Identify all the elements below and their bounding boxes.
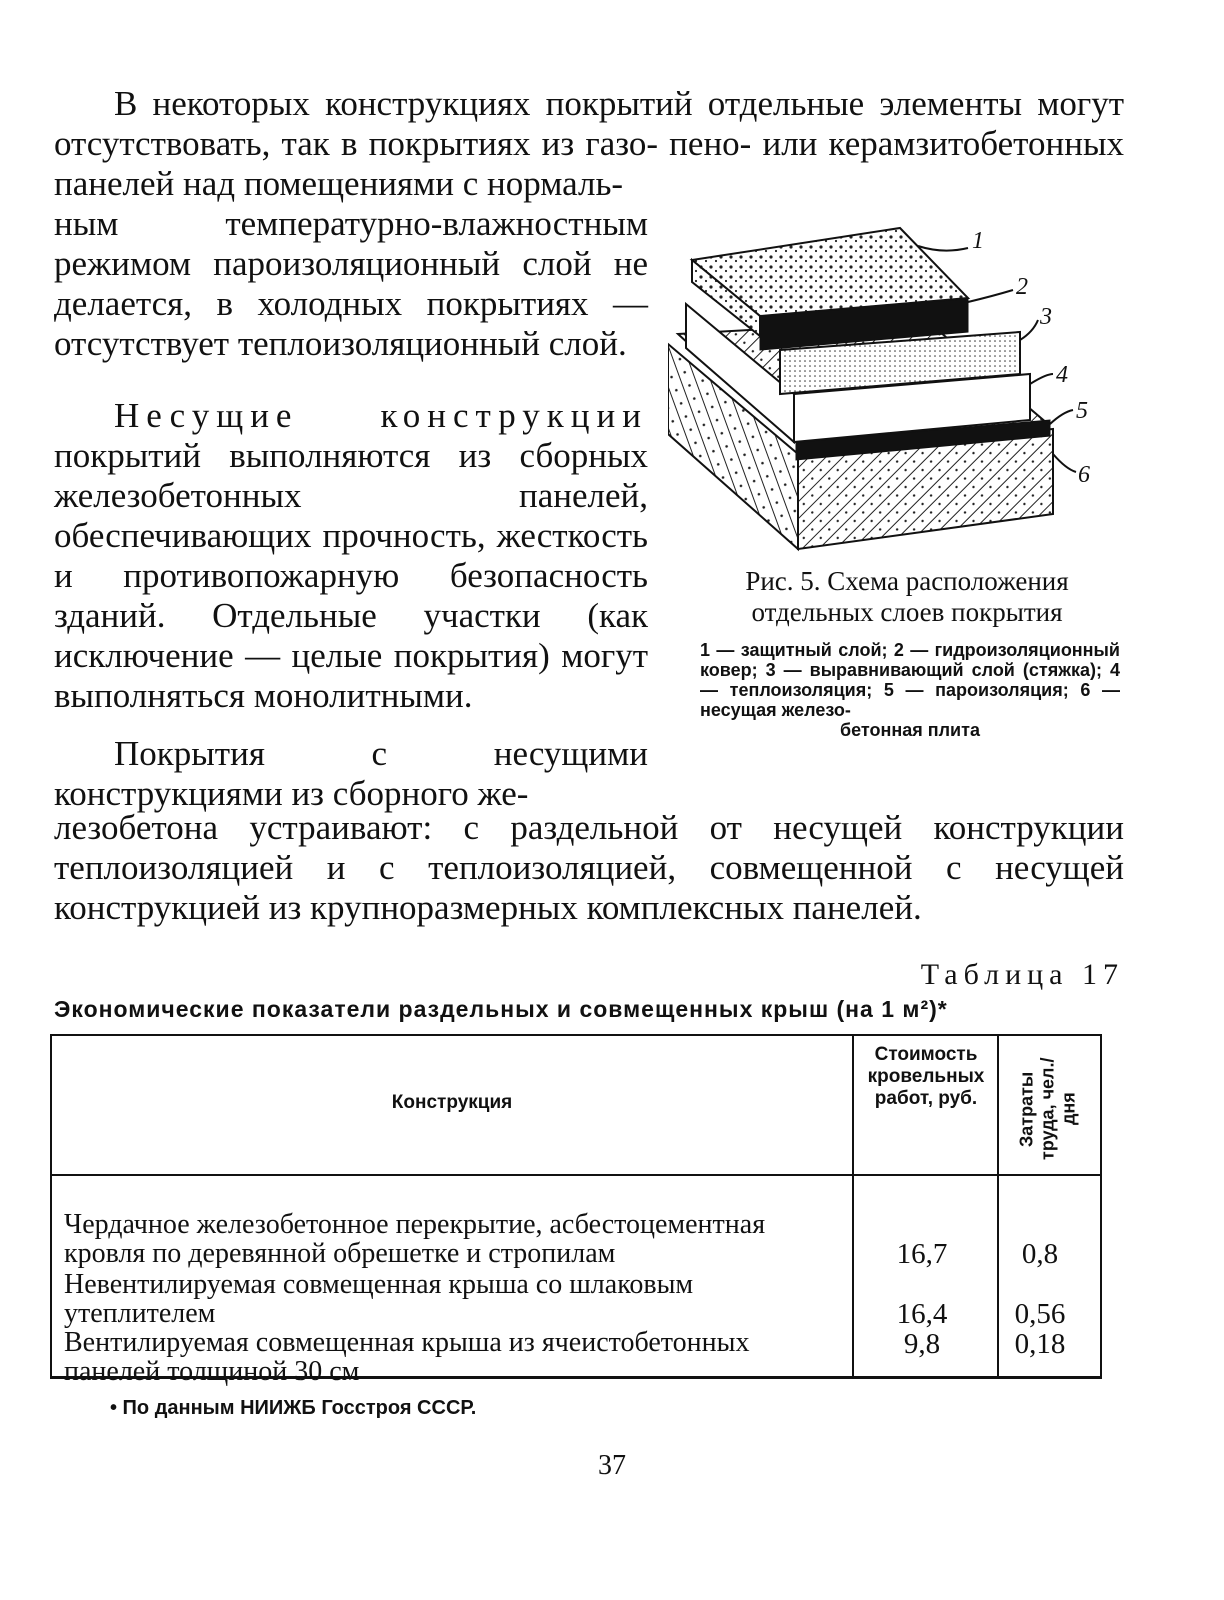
paragraph-2 — [54, 396, 648, 716]
paragraph-2-spaced: Несущие конструкции — [114, 396, 648, 435]
roof-layers-figure — [668, 224, 1108, 564]
table-row-3-labor: 0,18 — [1014, 1328, 1066, 1360]
table-label: Таблица 17 — [920, 958, 1124, 991]
table-header-construction: Конструкция — [391, 1092, 513, 1113]
paragraph-3-full: лезобетона устраивают: с раздельной от несущей конструкции теплоизоляцией и с теплоизоляцией, совмещенной с несущей конструкцией из крупноразмерных комплексных панелей. — [54, 808, 1124, 927]
table-row-2-cost: 16,4 — [896, 1298, 948, 1330]
table-row-1-labor: 0,8 — [1021, 1238, 1059, 1270]
table-title: Экономические показатели раздельных и совмещенных крыш (на 1 м²)* — [54, 996, 948, 1022]
figure-label-1: 1 — [972, 228, 984, 254]
table-top-rule — [50, 1034, 1102, 1036]
page-number: 37 — [598, 1450, 626, 1481]
table-header-labor: Затраты труда, чел./дня — [1016, 1057, 1079, 1161]
table-right-border — [1100, 1034, 1102, 1378]
figure-label-2: 2 — [1016, 274, 1028, 300]
figure-label-6: 6 — [1078, 462, 1090, 488]
table-footnote: • По данным НИИЖБ Госстроя СССР. — [110, 1397, 477, 1419]
table-header-cost: Стоимость кровельных работ, руб. — [867, 1044, 985, 1109]
table-row-1-cost: 16,7 — [896, 1238, 948, 1270]
paragraph-3-narrow: Покрытия с несущими конструкциями из сборного же- — [54, 734, 648, 813]
figure-caption: Рис. 5. Схема расположения отдельных слоев покрытия — [745, 566, 1069, 627]
table-row-2-labor: 0,56 — [1014, 1298, 1066, 1330]
figure-label-4: 4 — [1056, 362, 1068, 388]
figure-label-5: 5 — [1076, 398, 1088, 424]
paragraph-1-narrow: ным температурно-влажностным режимом пароизоляционный слой не делается, в холодных покрытиях — отсутствует теплоизоляционный слой. — [54, 204, 648, 363]
figure-legend — [700, 640, 1120, 740]
table-row-3-name: Вентилируемая совмещенная крыша из ячеистобетонных панелей толщиной 30 см — [64, 1327, 750, 1387]
table-left-border — [50, 1034, 52, 1378]
table-row-3-cost: 9,8 — [903, 1328, 941, 1360]
table-header-rule — [50, 1174, 1102, 1176]
table-row-2-name: Невентилируемая совмещенная крыша со шлаковым утеплителем — [64, 1269, 694, 1329]
paragraph-1-top: В некоторых конструкциях покрытий отдельные элементы могут отсутствовать, так в покрытиях из газо- пено- или керамзитобетонных панелей над помещениями с нормаль- — [54, 84, 1124, 203]
table-col-divider-1 — [852, 1034, 854, 1378]
paragraph-2-rest: покрытий выполняются из сборных железобетонных панелей, обеспечивающих прочность, жесткость и противопожарную безопасность зданий. Отдельные участки (как исключение — целые покрытия) могут выполняться монолитными. — [54, 436, 648, 715]
table-row-1-name: Чердачное железобетонное перекрытие, асбестоцементная кровля по деревянной обрешетке и стропилам — [64, 1209, 766, 1269]
figure-label-3: 3 — [1040, 304, 1052, 330]
figure-legend-main: 1 — защитный слой; 2 — гидроизоляционный ковер; 3 — выравнивающий слой (стяжка); 4 — теплоизоляция; 5 — пароизоляция; 6 — несущая железо- — [700, 640, 1120, 720]
figure-legend-last: бетонная плита — [840, 720, 980, 740]
